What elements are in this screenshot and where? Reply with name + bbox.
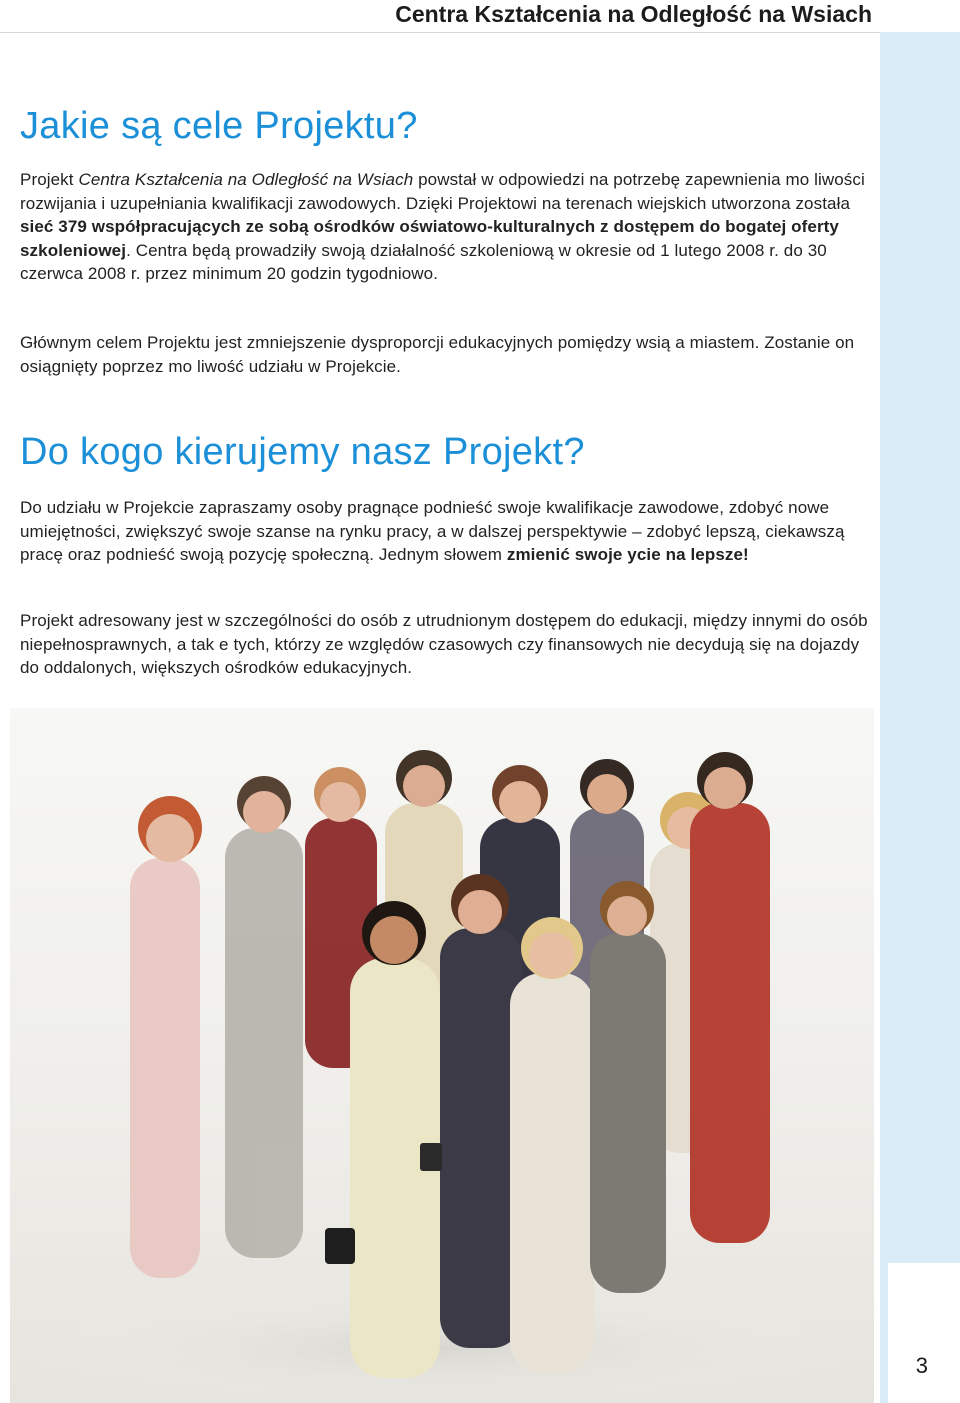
section-title-goals: Jakie są cele Projektu? xyxy=(20,105,418,147)
section-audience xyxy=(20,430,870,474)
audience-text-2: Projekt adresowany jest w szczególności do osób z utrudnionym dostępem do edukacji, między innymi do osób niepełnosprawnych, a tak e tych, którzy ze względów czasowych czy finansowych nie decydują się na dojazdy do oddalonych, większych ośrodków edukacyjnych. xyxy=(20,611,868,677)
goals-text-1 xyxy=(20,168,870,286)
page-number: 3 xyxy=(915,1353,928,1378)
text-run: powstał w odpowiedzi na potrzebę zapewnienia mo liwości rozwijania i uzupełniania kwalifikacji zawodowych. Dzięki Projektowi na terenach wiejskich utworzona została xyxy=(20,170,865,213)
project-name-italic: Centra Kształcenia na Odległość na Wsiach xyxy=(78,170,414,189)
group-photo-women-icon xyxy=(10,708,874,1403)
goals-paragraph-2 xyxy=(20,331,870,378)
audience-text-1 xyxy=(20,496,870,567)
group-photo xyxy=(10,708,874,1403)
text-run: . Centra będą prowadziły swoją działalność szkoleniową w okresie od 1 lutego 2008 r. do 30 czerwca 2008 r. przez minimum 20 godzin tygodniowo. xyxy=(20,240,827,283)
page-number-tab xyxy=(888,1263,960,1403)
text-run: Projekt xyxy=(20,170,79,189)
header-divider xyxy=(0,32,880,33)
goals-text-2: Głównym celem Projektu jest zmniejszenie dysproporcji edukacyjnych pomiędzy wsią a miastem. Zostanie on osiągnięty poprzez mo liwość udziału w Projekcie. xyxy=(20,333,855,376)
text-run: Do udziału w Projekcie zapraszamy osoby pragnące podnieść swoje kwalifikacje zawodowe, zdobyć nowe umiejętności, zwiększyć swoje szanse na rynku pracy, a w dalszej perspektywie – zdobyć lepszą, ciekawszą pracę oraz podnieść swoją pozycję społeczną. Jednym słowem xyxy=(20,498,845,564)
running-header: Centra Kształcenia na Odległość na Wsiach xyxy=(395,1,872,27)
slogan-bold: zmienić swoje ycie na lepsze! xyxy=(506,545,749,564)
goals-paragraph-1 xyxy=(20,168,870,286)
audience-paragraph-1 xyxy=(20,496,870,567)
page-edge-bar xyxy=(880,32,960,1403)
section-title-audience: Do kogo kierujemy nasz Projekt? xyxy=(20,431,585,473)
network-bold: sieć 379 współpracujących ze sobą ośrodków oświatowo-kulturalnych z dostępem do bogatej oferty szkoleniowej xyxy=(20,217,839,260)
section-goals xyxy=(20,104,870,148)
audience-paragraph-2 xyxy=(20,609,870,680)
